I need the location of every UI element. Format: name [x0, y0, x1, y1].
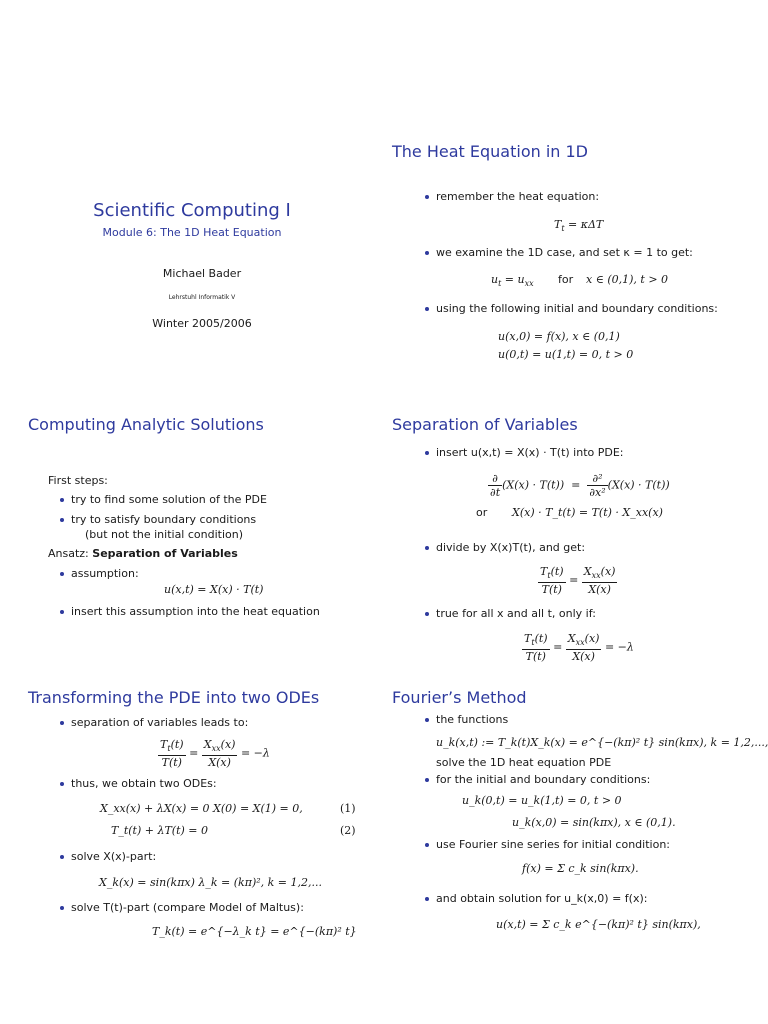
sep-ratio-1: $\frac{T_t(t)}{T(t)}$ = $\frac{X_{xx}(x)}{X(x)}$: [540, 565, 616, 597]
four-solve: solve the 1D heat equation PDE: [436, 756, 612, 769]
trans-ode-1: X_xx(x) + λX(x) = 0 X(0) = X(1) = 0,: [100, 802, 303, 815]
comp-heading: Computing Analytic Solutions: [28, 415, 264, 434]
heat-eq-1: $T_t = \kappa\Delta T$: [554, 218, 604, 234]
trans-ratio: $\frac{T_t(t)}{T(t)}$ = $\frac{X_{xx}(x)}{X(x)}$ = −λ: [160, 738, 270, 770]
subtitle: Module 6: The 1D Heat Equation: [102, 226, 282, 239]
four-series: f(x) = Σ c_k sin(kπx).: [522, 862, 639, 875]
heat-eq-for: for: [558, 273, 574, 286]
comp-first: First steps:: [48, 474, 108, 487]
trans-tsol: T_k(t) = e^{−λ_k t} = e^{−(kπ)² t}: [152, 925, 357, 938]
four-bullet-2: for the initial and boundary conditions:: [436, 773, 651, 786]
comp-item-4: insert this assumption into the heat equation: [71, 605, 320, 618]
sep-pde-row2: X(x) · T_t(t) = T(t) · X_xx(x): [512, 506, 663, 519]
sep-bullet-2: divide by X(x)T(t), and get:: [436, 541, 586, 554]
term: Winter 2005/2006: [152, 317, 252, 330]
heat-cond-2: u(0,t) = u(1,t) = 0, t > 0: [498, 348, 634, 361]
trans-bullet-2: thus, we obtain two ODEs:: [71, 777, 217, 790]
trans-bullet-1: separation of variables leads to:: [71, 716, 249, 729]
four-heading: Fourier’s Method: [392, 688, 527, 707]
trans-ode-2: T_t(t) + λT(t) = 0: [111, 824, 208, 837]
title: Scientific Computing I: [93, 200, 291, 221]
heat-cond-1: u(x,0) = f(x), x ∈ (0,1): [498, 330, 620, 343]
trans-bullet-4: solve T(t)-part (compare Model of Maltus):: [71, 901, 304, 914]
four-uk: u_k(x,t) := T_k(t)X_k(x) = e^{−(kπ)² t} sin(kπx), k = 1,2,...,: [436, 736, 768, 749]
sep-pde-row1: $\frac{\partial}{\partial t}$ (X(x) · T(t)) = $\frac{\text{∂²}}{\text{∂x²}}$ (X(x) · T(t)): [490, 472, 670, 499]
trans-ode-2-num: (2): [340, 824, 356, 837]
four-bullet-1: the functions: [436, 713, 509, 726]
four-bc-1: u_k(0,t) = u_k(1,t) = 0, t > 0: [462, 794, 622, 807]
affiliation: Lehrstuhl Informatik V: [168, 294, 236, 301]
four-bc-2: u_k(x,0) = sin(kπx), x ∈ (0,1).: [512, 816, 676, 829]
trans-ode-1-num: (1): [340, 802, 356, 815]
heat-heading: The Heat Equation in 1D: [392, 142, 588, 161]
sep-bullet-3: true for all x and all t, only if:: [436, 607, 596, 620]
author: Michael Bader: [162, 267, 242, 280]
four-bullet-4: and obtain solution for u_k(x,0) = f(x):: [436, 892, 648, 905]
four-bullet-3: use Fourier sine series for initial condition:: [436, 838, 670, 851]
sep-or: or: [476, 506, 488, 519]
trans-bullet-3: solve X(x)-part:: [71, 850, 157, 863]
heat-bullet-3: using the following initial and boundary conditions:: [436, 302, 718, 315]
title-slide: [0, 0, 384, 280]
sep-ratio-2: $\frac{T_t(t)}{T(t)}$ = $\frac{X_{xx}(x)}{X(x)}$ = −λ: [524, 632, 634, 664]
trans-xsol: X_k(x) = sin(kπx) λ_k = (kπ)², k = 1,2,...: [99, 876, 323, 889]
sep-bullet-1: insert u(x,t) = X(x) · T(t) into PDE:: [436, 446, 624, 459]
heat-bullet-1: remember the heat equation:: [436, 190, 600, 203]
sep-heading: Separation of Variables: [392, 415, 578, 434]
heat-bullet-2: we examine the 1D case, and set κ = 1 to get:: [436, 246, 693, 259]
comp-item-1: try to find some solution of the PDE: [71, 493, 267, 506]
four-solution: u(x,t) = Σ c_k e^{−(kπ)² t} sin(kπx),: [496, 918, 701, 931]
trans-heading: Transforming the PDE into two ODEs: [28, 688, 320, 707]
heat-eq-domain: x ∈ (0,1), t > 0: [586, 273, 669, 286]
comp-eq: u(x,t) = X(x) · T(t): [164, 583, 264, 596]
comp-item-2b: (but not the initial condition): [85, 528, 244, 541]
comp-item-3: assumption:: [71, 567, 139, 580]
heat-eq-2: $u_t = u_{xx}$: [491, 273, 534, 289]
comp-ansatz: Ansatz: Separation of Variables: [48, 547, 238, 560]
comp-item-2: try to satisfy boundary conditions: [71, 513, 257, 526]
